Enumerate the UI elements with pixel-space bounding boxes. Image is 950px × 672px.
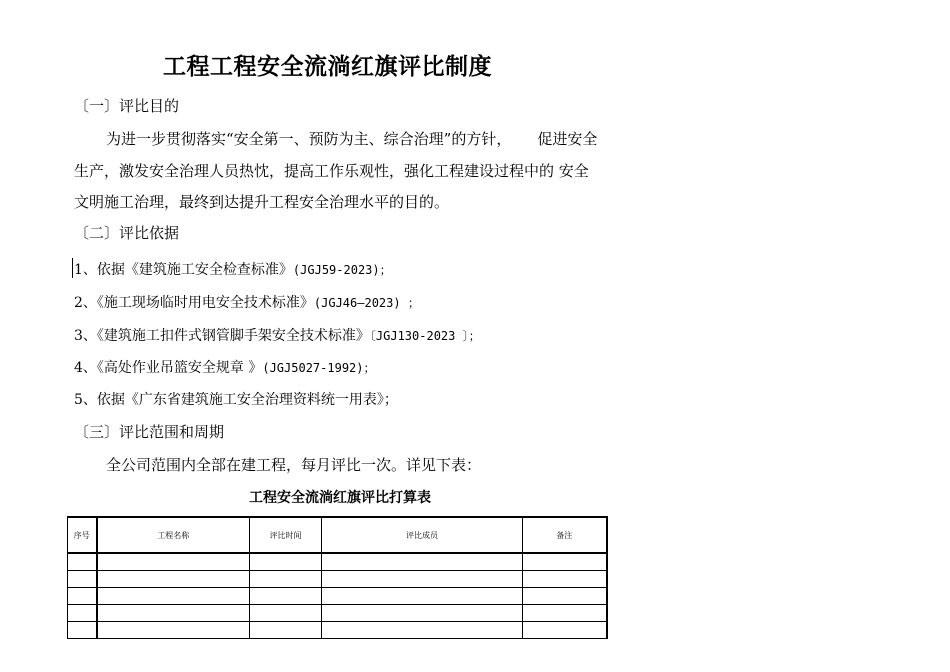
table-cell xyxy=(322,621,523,638)
header-remarks: 备注 xyxy=(523,517,607,553)
table-row xyxy=(68,553,607,570)
section-heading-purpose: 〔一〕评比目的 xyxy=(74,97,180,115)
table-cell xyxy=(322,587,523,604)
purpose-text-1a: 为进一步贯彻落实“安全第一、预防为主、综合治理”的方针， xyxy=(106,130,512,148)
table-header-row xyxy=(68,517,607,553)
basis-item-1 xyxy=(74,259,392,279)
table-title: 工程安全流淌红旗评比打算表 xyxy=(249,490,431,506)
scope-paragraph: 全公司范围内全部在建工程，每月评比一次。详见下表： xyxy=(106,456,482,474)
table-cell xyxy=(523,587,607,604)
basis-item-3-text: 3、《建筑施工扣件式钢管脚手架安全技术标准》 xyxy=(74,328,370,344)
purpose-paragraph-line-1 xyxy=(106,128,597,149)
table-cell xyxy=(523,621,607,638)
basis-item-1-code: (JGJ59-2023)； xyxy=(292,263,392,277)
table-row xyxy=(68,604,607,621)
basis-item-3-code: 〔JGJ130-2023 〕； xyxy=(369,329,481,343)
table-cell xyxy=(322,604,523,621)
header-evaluation-time: 评比时间 xyxy=(250,517,322,553)
header-evaluation-members: 评比成员 xyxy=(322,517,523,553)
table-row xyxy=(68,621,607,638)
table-cell xyxy=(68,587,97,604)
table-cell xyxy=(250,587,322,604)
table-cell xyxy=(97,587,250,604)
table-cell xyxy=(68,570,97,587)
table-cell xyxy=(97,604,250,621)
table-cell xyxy=(97,553,250,570)
table-cell xyxy=(523,553,607,570)
basis-item-5-text: 5、依据《广东省建筑施工安全治理资料统一用表》； xyxy=(74,392,398,408)
purpose-paragraph-line-3: 文明施工治理，最终到达提升工程安全治理水平的目的。 xyxy=(74,193,450,211)
basis-item-2-code: (JGJ46—2023) ； xyxy=(313,296,420,310)
table-cell xyxy=(97,570,250,587)
basis-item-4 xyxy=(74,357,376,377)
table-cell xyxy=(523,570,607,587)
purpose-text-1b: 促进安全 xyxy=(537,130,598,148)
table-row xyxy=(68,587,607,604)
table-cell xyxy=(250,604,322,621)
document-title: 工程工程安全流淌红旗评比制度 xyxy=(163,53,492,80)
evaluation-plan-table xyxy=(67,516,608,639)
table-cell xyxy=(68,621,97,638)
table-cell xyxy=(523,604,607,621)
purpose-paragraph-line-2: 生产，激发安全治理人员热忱，提高工作乐观性，强化工程建设过程中的 安全 xyxy=(74,162,589,180)
basis-item-4-text: 4、《高处作业吊篮安全规章 》 xyxy=(74,360,263,376)
table-cell xyxy=(68,553,97,570)
header-index: 序号 xyxy=(68,517,97,553)
basis-item-3 xyxy=(74,325,481,345)
header-project-name: 工程名称 xyxy=(97,517,250,553)
basis-item-4-code: (JGJ5027-1992)； xyxy=(262,361,376,375)
table-cell xyxy=(250,570,322,587)
table-row xyxy=(68,570,607,587)
table-cell xyxy=(322,570,523,587)
section-heading-basis: 〔二〕评比依据 xyxy=(74,224,180,242)
basis-item-1-text: 1、依据《建筑施工安全检查标准》 xyxy=(74,262,293,278)
text-cursor xyxy=(72,258,73,278)
table-cell xyxy=(97,621,250,638)
section-heading-scope: 〔三〕评比范围和周期 xyxy=(74,423,225,441)
table-cell xyxy=(322,553,523,570)
basis-item-5 xyxy=(74,389,398,409)
table-cell xyxy=(68,604,97,621)
basis-item-2-text: 2、《施工现场临时用电安全技术标准》 xyxy=(74,295,314,311)
table-cell xyxy=(250,553,322,570)
table-cell xyxy=(250,621,322,638)
basis-item-2 xyxy=(74,292,420,312)
